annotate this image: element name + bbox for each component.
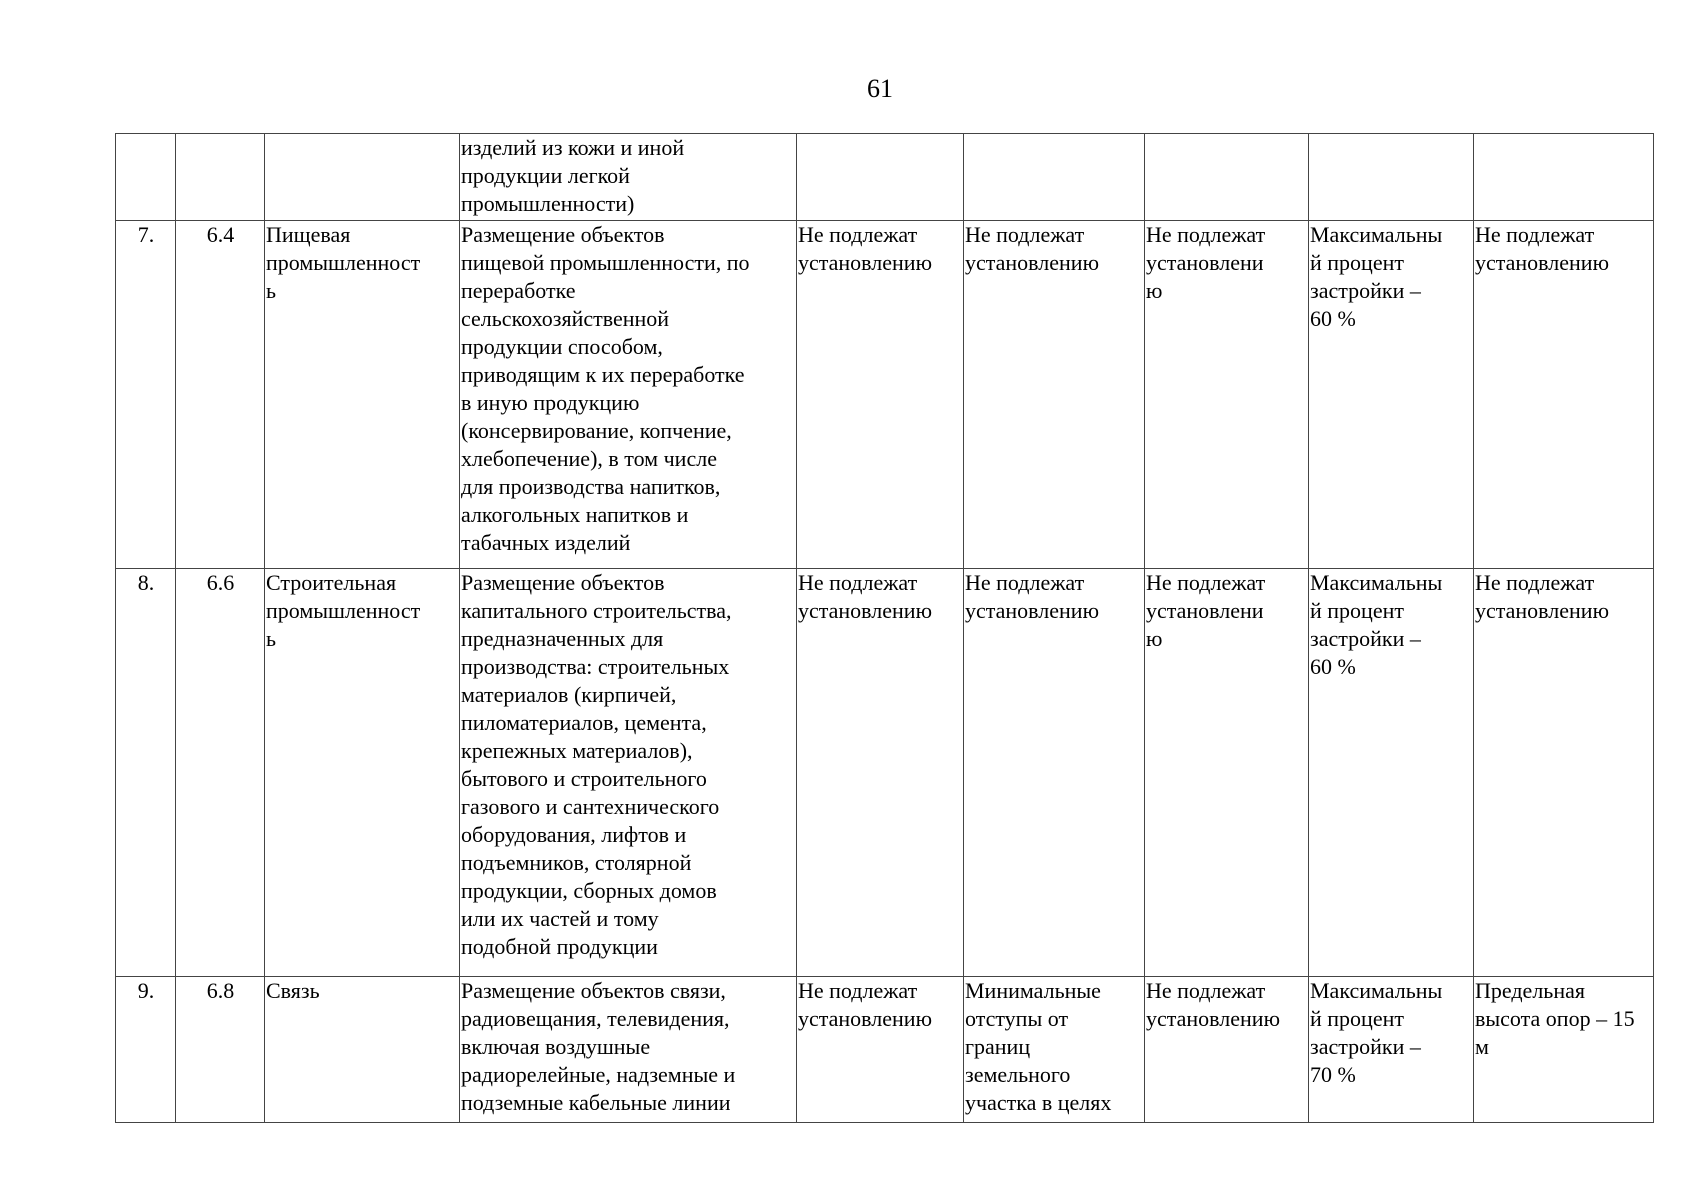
cell-description [460,977,797,1123]
table-body [116,134,1654,1123]
cell-row-number [116,977,176,1123]
cell-param-3 [1145,569,1309,977]
cell-param-2-text: Минимальные отступы от границ земельного участка в целях [965,978,1112,1115]
cell-param-5-text: Предельная высота опор – 15 м [1475,978,1635,1059]
cell-param-4 [1309,221,1474,569]
cell-use-name-text: Связь [266,978,320,1003]
cell-param-2 [964,221,1145,569]
cell-description [460,569,797,977]
cell-type-code-text: 6.8 [206,978,235,1003]
table-row [116,977,1654,1123]
cell-param-2-text: Не подлежат установлению [965,222,1100,275]
cell-param-5 [1474,569,1654,977]
cell-param-5 [1474,977,1654,1123]
cell-param-4 [1309,569,1474,977]
cell-use-name [265,977,460,1123]
cell-param-3-text: Не подлежат установлению [1146,978,1281,1031]
cell-param-3 [1145,134,1309,221]
cell-type-code-text: 6.4 [206,222,235,247]
cell-param-1-text: Не подлежат установлению [798,978,933,1031]
cell-param-2 [964,134,1145,221]
cell-param-2-text: Не подлежат установлению [965,570,1100,623]
cell-description [460,221,797,569]
cell-row-number-text: 8. [137,570,155,595]
cell-type-code [176,134,265,221]
cell-use-name [265,569,460,977]
cell-param-5-text: Не подлежат установлению [1475,222,1610,275]
cell-param-5-text: Не подлежат установлению [1475,570,1610,623]
page-number: 61 [867,74,893,103]
cell-row-number [116,569,176,977]
cell-param-4 [1309,134,1474,221]
cell-description-text: Размещение объектов связи, радиовещания, телевидения, включая воздушные радиорелейные, надземные и подземные кабельные линии [461,978,736,1115]
cell-param-5 [1474,221,1654,569]
cell-param-4 [1309,977,1474,1123]
cell-description-text: Размещение объектов капитального строительства, предназначенных для производства: строительных материалов (кирпичей, пиломатериалов, цемента, крепежных материалов), бытового и строительного газового и сантехнического оборудования, лифтов и подъемников, столярной продукции, сборных домов или их частей и тому подобной продукции [461,570,732,959]
cell-param-4-text: Максимальны й процент застройки – 60 % [1310,222,1443,331]
table-row [116,221,1654,569]
cell-param-3-text: Не подлежат установлени ю [1146,222,1266,303]
cell-type-code [176,977,265,1123]
cell-use-name-text: Пищевая промышленност ь [266,222,421,303]
cell-param-1 [797,221,964,569]
cell-type-code [176,569,265,977]
cell-row-number-text: 7. [137,222,155,247]
cell-row-number [116,134,176,221]
cell-param-4-text: Максимальны й процент застройки – 70 % [1310,978,1443,1087]
cell-param-1-text: Не подлежат установлению [798,570,933,623]
cell-param-2 [964,977,1145,1123]
cell-param-1 [797,134,964,221]
cell-param-1 [797,977,964,1123]
table-row [116,134,1654,221]
cell-param-3 [1145,221,1309,569]
cell-use-name-text: Строительная промышленност ь [266,570,421,651]
cell-param-4-text: Максимальны й процент застройки – 60 % [1310,570,1443,679]
cell-param-3-text: Не подлежат установлени ю [1146,570,1266,651]
cell-param-3 [1145,977,1309,1123]
cell-use-name [265,134,460,221]
cell-type-code [176,221,265,569]
table-row [116,569,1654,977]
cell-param-1-text: Не подлежат установлению [798,222,933,275]
cell-param-5 [1474,134,1654,221]
cell-param-2 [964,569,1145,977]
cell-description-text: Размещение объектов пищевой промышленности, по переработке сельскохозяйственной продукции способом, приводящим к их переработке в иную продукцию (консервирование, копчение, хлебопечение), в том числе для производства напитков, алкогольных напитков и табачных изделий [461,222,750,555]
cell-row-number [116,221,176,569]
cell-use-name [265,221,460,569]
regulations-table [115,133,1654,1123]
cell-type-code-text: 6.6 [206,570,235,595]
cell-description-text: изделий из кожи и иной продукции легкой промышленности) [461,135,685,216]
cell-row-number-text: 9. [137,978,155,1003]
cell-description [460,134,797,221]
cell-param-1 [797,569,964,977]
